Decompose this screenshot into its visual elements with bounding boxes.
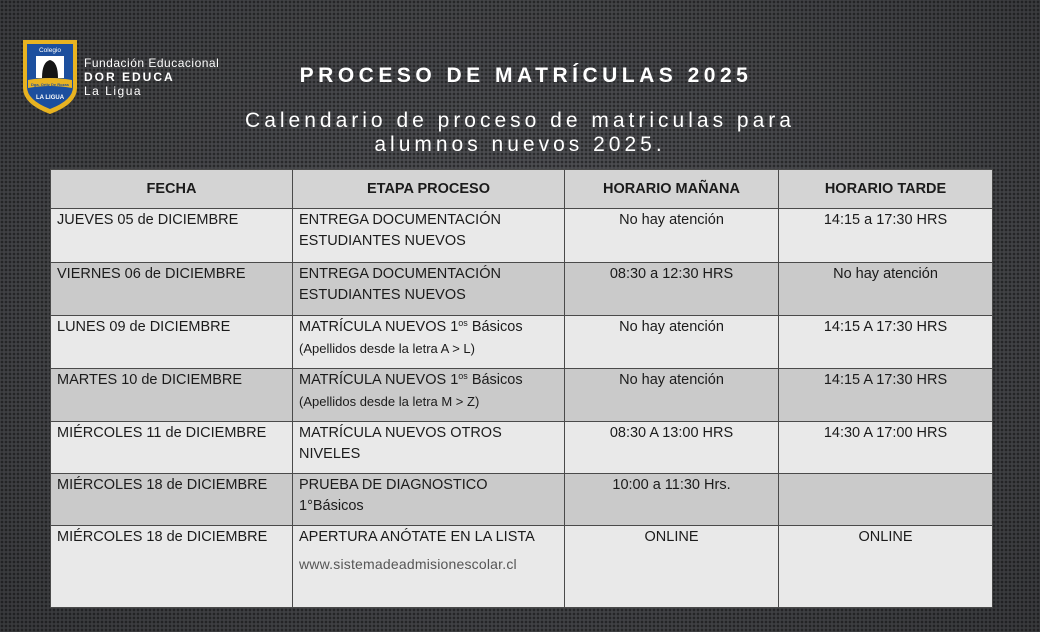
etapa-line-2: (Apellidos desde la letra A > L) (299, 341, 475, 356)
org-line-1: Fundación Educacional (84, 56, 220, 70)
cell-manana: 08:30 A 13:00 HRS (565, 422, 779, 474)
etapa-line-2: 1°Básicos (299, 498, 364, 514)
ordinal-superscript: os (458, 371, 468, 381)
etapa-line-1: MATRÍCULA NUEVOS OTROS (299, 425, 502, 441)
schedule-table (50, 169, 993, 608)
page-subtitle (0, 109, 1040, 157)
cell-manana: No hay atención (565, 369, 779, 422)
etapa-line-1: APERTURA ANÓTATE EN LA LISTA (299, 529, 535, 545)
cell-etapa (293, 369, 565, 422)
cell-etapa (293, 209, 565, 263)
etapa-line-1: PRUEBA DE DIAGNOSTICO (299, 477, 488, 493)
etapa-text: Básicos (467, 372, 523, 388)
cell-fecha: MIÉRCOLES 18 de DICIEMBRE (51, 474, 293, 526)
etapa-text: Básicos (467, 319, 523, 335)
cell-fecha: JUEVES 05 de DICIEMBRE (51, 209, 293, 263)
cell-fecha: VIERNES 06 de DICIEMBRE (51, 263, 293, 316)
ordinal-superscript: os (458, 318, 468, 328)
cell-tarde: 14:15 A 17:30 HRS (779, 369, 993, 422)
logo-bottom-text: LA LIGUA (35, 95, 65, 101)
etapa-line-2: ESTUDIANTES NUEVOS (299, 233, 466, 249)
cell-fecha: LUNES 09 de DICIEMBRE (51, 316, 293, 369)
cell-etapa (293, 263, 565, 316)
admission-website-link[interactable]: www.sistemadeadmisionescolar.cl (299, 556, 517, 572)
table-header-row (51, 170, 993, 209)
table-row (51, 316, 993, 369)
etapa-line-1: ENTREGA DOCUMENTACIÓN (299, 212, 501, 228)
cell-manana: 10:00 a 11:30 Hrs. (565, 474, 779, 526)
table-row (51, 209, 993, 263)
table-row (51, 526, 993, 608)
etapa-text: MATRÍCULA NUEVOS 1 (299, 372, 459, 388)
etapa-line-2: (Apellidos desde la letra M > Z) (299, 394, 480, 409)
cell-tarde (779, 474, 993, 526)
cell-manana: ONLINE (565, 526, 779, 608)
cell-etapa (293, 474, 565, 526)
cell-fecha: MIÉRCOLES 11 de DICIEMBRE (51, 422, 293, 474)
cell-fecha: MARTES 10 de DICIEMBRE (51, 369, 293, 422)
cell-tarde: No hay atención (779, 263, 993, 316)
column-header-tarde: HORARIO TARDE (779, 170, 993, 209)
org-line-2: DOR EDUCA (84, 70, 175, 84)
column-header-fecha: FECHA (51, 170, 293, 209)
etapa-line-1: ENTREGA DOCUMENTACIÓN (299, 266, 501, 282)
cell-tarde: 14:15 A 17:30 HRS (779, 316, 993, 369)
etapa-text: MATRÍCULA NUEVOS 1 (299, 319, 459, 335)
cell-etapa (293, 422, 565, 474)
etapa-line-2: ESTUDIANTES NUEVOS (299, 287, 466, 303)
cell-manana: No hay atención (565, 209, 779, 263)
cell-etapa (293, 316, 565, 369)
cell-manana: 08:30 a 12:30 HRS (565, 263, 779, 316)
column-header-manana: HORARIO MAÑANA (565, 170, 779, 209)
table-row (51, 422, 993, 474)
cell-tarde: 14:15 a 17:30 HRS (779, 209, 993, 263)
cell-manana: No hay atención (565, 316, 779, 369)
etapa-line-1 (299, 317, 558, 338)
subtitle-line-2: alumnos nuevos 2025. (374, 133, 666, 156)
subtitle-line-1: Calendario de proceso de matriculas para (245, 109, 795, 132)
table-row (51, 369, 993, 422)
org-line-3: La Ligua (84, 84, 143, 98)
table-row (51, 474, 993, 526)
etapa-line-2: NIVELES (299, 446, 361, 462)
column-header-etapa: ETAPA PROCESO (293, 170, 565, 209)
logo-top-text: Colegio (38, 47, 62, 54)
page-title: PROCESO DE MATRÍCULAS 2025 (299, 64, 753, 87)
cell-tarde: ONLINE (779, 526, 993, 608)
logo-band-text: Dga. Ortiz De Rozas (30, 82, 70, 87)
cell-etapa (293, 526, 565, 608)
cell-fecha: MIÉRCOLES 18 de DICIEMBRE (51, 526, 293, 608)
table-row (51, 263, 993, 316)
etapa-line-1 (299, 370, 558, 391)
cell-tarde: 14:30 A 17:00 HRS (779, 422, 993, 474)
